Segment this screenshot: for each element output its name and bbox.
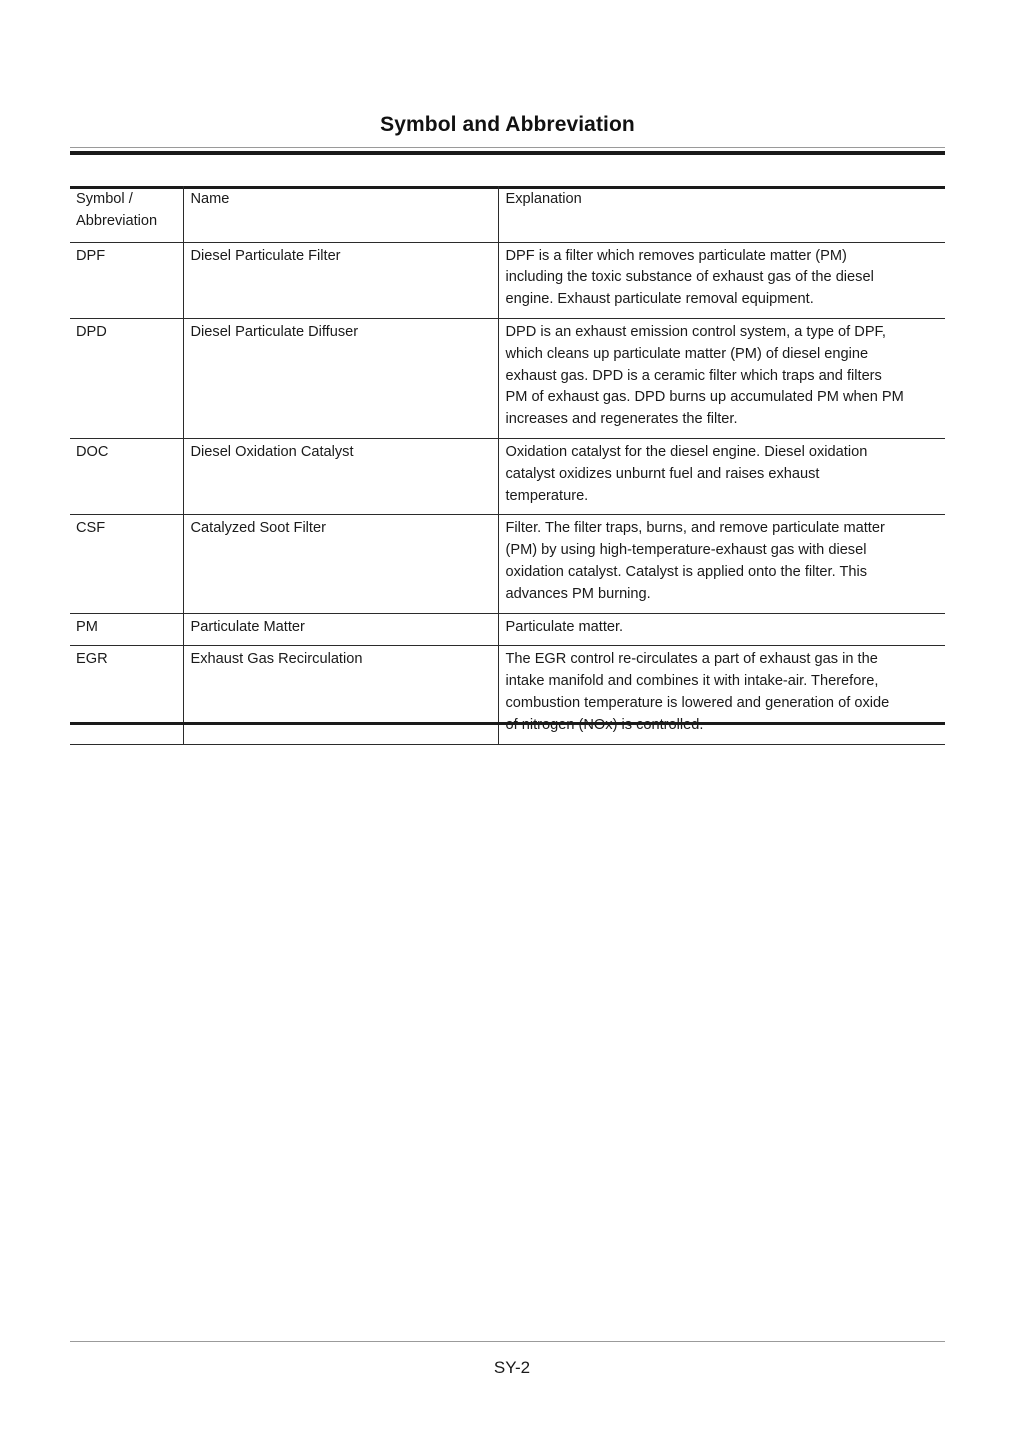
page-title: Symbol and Abbreviation xyxy=(380,113,635,136)
cell-name: Catalyzed Soot Filter xyxy=(183,515,498,613)
explanation-line: Particulate matter. xyxy=(505,618,624,635)
table-row xyxy=(70,242,945,318)
document-header xyxy=(70,112,945,138)
abbreviation-table-container xyxy=(70,186,945,745)
explanation-line: PM of exhaust gas. DPD burns up accumulated PM when PM xyxy=(505,389,904,406)
cell-symbol: PM xyxy=(70,613,183,646)
table-row xyxy=(70,515,945,613)
table-row xyxy=(70,646,945,744)
cell-name: Diesel Oxidation Catalyst xyxy=(183,438,498,514)
cell-symbol: EGR xyxy=(70,646,183,744)
cell-explanation xyxy=(498,242,945,318)
column-header-symbol xyxy=(70,186,183,242)
explanation-line: which cleans up particulate matter (PM) of diesel engine xyxy=(505,345,869,362)
cell-explanation xyxy=(498,438,945,514)
explanation-line: (PM) by using high-temperature-exhaust gas with diesel xyxy=(505,542,867,559)
explanation-line: oxidation catalyst. Catalyst is applied onto the filter. This xyxy=(505,563,868,580)
cell-name: Particulate Matter xyxy=(183,613,498,646)
table-header-row xyxy=(70,186,945,242)
header-rule-thin xyxy=(70,147,945,148)
explanation-line: Filter. The filter traps, burns, and remove particulate matter xyxy=(505,520,885,537)
cell-name: Diesel Particulate Diffuser xyxy=(183,318,498,438)
explanation-line: DPF is a filter which removes particulate matter (PM) xyxy=(505,247,847,264)
explanation-line: combustion temperature is lowered and generation of oxide xyxy=(505,694,890,711)
cell-explanation xyxy=(498,318,945,438)
table-row xyxy=(70,438,945,514)
explanation-line: The EGR control re-circulates a part of exhaust gas in the xyxy=(505,651,878,668)
cell-symbol: DPF xyxy=(70,242,183,318)
table-body xyxy=(70,242,945,744)
cell-name: Exhaust Gas Recirculation xyxy=(183,646,498,744)
table-row xyxy=(70,613,945,646)
cell-name: Diesel Particulate Filter xyxy=(183,242,498,318)
column-header-explanation: Explanation xyxy=(498,186,945,242)
explanation-line: catalyst oxidizes unburnt fuel and raises exhaust xyxy=(505,465,820,482)
column-header-symbol-line2: Abbreviation xyxy=(76,212,158,229)
cell-explanation xyxy=(498,613,945,646)
explanation-line: engine. Exhaust particulate removal equipment. xyxy=(505,291,814,308)
footer-rule xyxy=(70,1341,945,1342)
cell-symbol: CSF xyxy=(70,515,183,613)
cell-symbol: DOC xyxy=(70,438,183,514)
column-header-name: Name xyxy=(183,186,498,242)
column-header-symbol-line1: Symbol / xyxy=(76,191,133,207)
explanation-line: increases and regenerates the filter. xyxy=(505,411,738,428)
footer-page-number: SY-2 xyxy=(493,1358,531,1377)
cell-explanation xyxy=(498,646,945,744)
header-rule-thick xyxy=(70,151,945,155)
table-header xyxy=(70,186,945,242)
abbreviation-table xyxy=(70,186,945,745)
explanation-line: Oxidation catalyst for the diesel engine. Diesel oxidation xyxy=(505,443,868,460)
cell-explanation xyxy=(498,515,945,613)
explanation-line: including the toxic substance of exhaust gas of the diesel xyxy=(505,269,874,286)
table-row xyxy=(70,318,945,438)
explanation-line xyxy=(506,715,944,737)
cell-symbol: DPD xyxy=(70,318,183,438)
explanation-line: advances PM burning. xyxy=(505,585,651,602)
explanation-line: intake manifold and combines it with intake-air. Therefore, xyxy=(505,673,879,690)
explanation-line: DPD is an exhaust emission control system, a type of DPF, xyxy=(505,323,886,340)
explanation-line: temperature. xyxy=(505,487,589,504)
explanation-line: exhaust gas. DPD is a ceramic filter which traps and filters xyxy=(505,367,882,384)
table-bottom-border xyxy=(70,722,945,725)
